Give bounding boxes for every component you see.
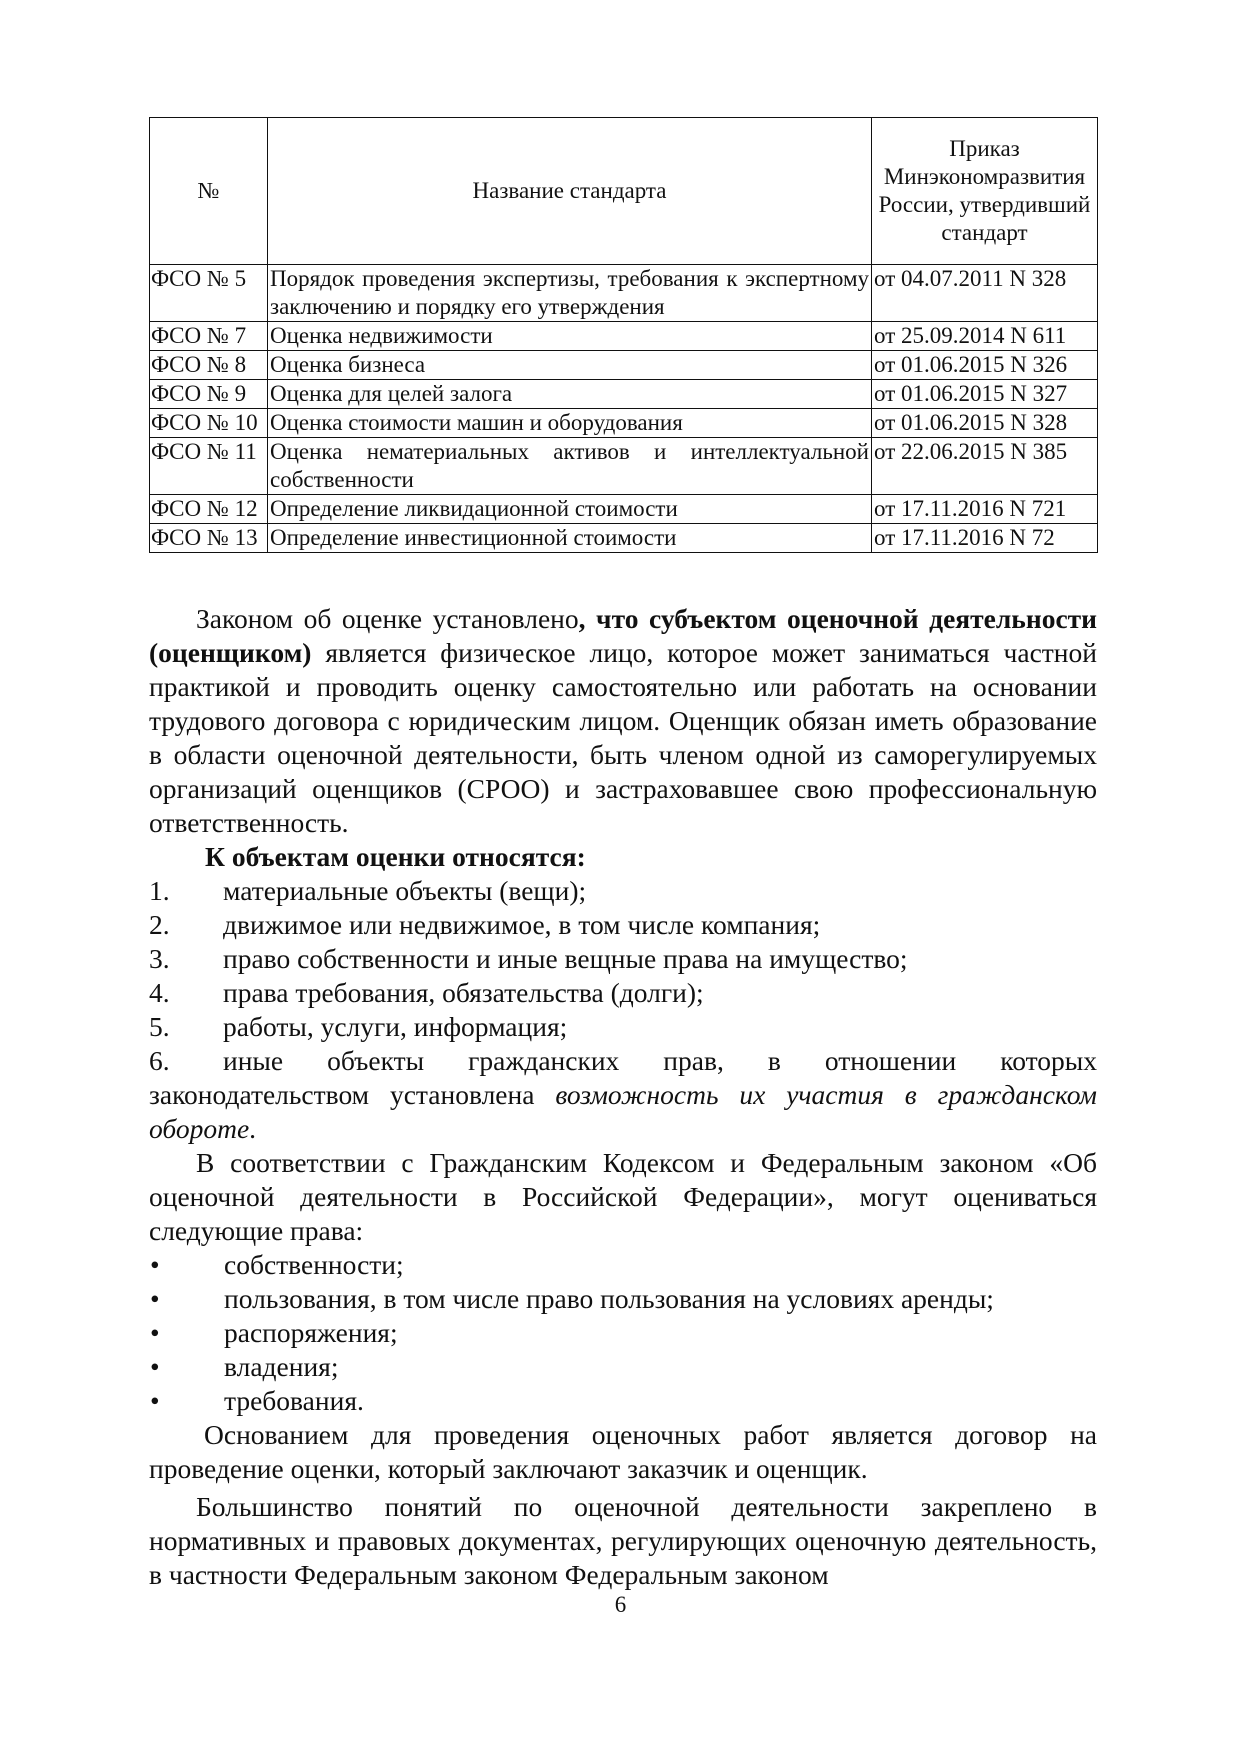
row-name: Оценка для целей залога	[268, 380, 872, 409]
bullet-item-text: владения;	[224, 1351, 339, 1382]
table-row	[150, 322, 1098, 351]
row-order: от 17.11.2016 N 721	[872, 495, 1098, 524]
standards-table	[149, 117, 1098, 553]
list-item	[149, 942, 1097, 976]
list-item-number: 1.	[149, 875, 170, 906]
table-row	[150, 495, 1098, 524]
row-order: от 01.06.2015 N 326	[872, 351, 1098, 380]
bullet-item	[149, 1316, 1097, 1350]
row-num: ФСО № 9	[150, 380, 268, 409]
list-item-end: .	[249, 1113, 257, 1144]
list-item-number: 4.	[149, 977, 170, 1008]
row-num: ФСО № 8	[150, 351, 268, 380]
header-order: Приказ Минэкономразвития России, утвердивший стандарт	[872, 118, 1098, 265]
row-name: Оценка бизнеса	[268, 351, 872, 380]
paragraph-contract: Основанием для проведения оценочных работ является договор на проведение оценки, который заключают заказчик и оценщик.	[149, 1419, 1097, 1484]
bullet-item	[149, 1248, 1097, 1282]
row-order: от 17.11.2016 N 72	[872, 524, 1098, 553]
bullet-item	[149, 1384, 1097, 1418]
paragraph-concepts: Большинство понятий по оценочной деятельности закреплено в нормативных и правовых документах, регулирующих оценочную деятельность, в частности Федеральным законом Федеральным законом	[149, 1491, 1097, 1590]
row-name: Оценка недвижимости	[268, 322, 872, 351]
list-item-text: материальные объекты (вещи);	[223, 875, 587, 906]
header-name: Название стандарта	[268, 118, 872, 265]
list-item-number: 3.	[149, 943, 170, 974]
row-order: от 25.09.2014 N 611	[872, 322, 1098, 351]
paragraph-appraiser-end: является физическое лицо, которое может заниматься частной практикой и проводить оценку самостоятельно или работать на основании трудового договора с юридическим лицом. Оценщик обязан иметь образование в области оценочной деятельности, быть членом одной из саморегулируемых организаций оценщиков (СРОО) и застраховавшее свою профессиональную ответственность.	[149, 637, 1097, 838]
paragraph-appraiser-start: Законом об оценке установлено	[196, 603, 579, 634]
row-name: Оценка нематериальных активов и интеллектуальной собственности	[268, 438, 872, 495]
list-item	[149, 976, 1097, 1010]
page-number: 6	[614, 1592, 627, 1617]
header-num: №	[150, 118, 268, 265]
paragraph-appraiser-bold: , что субъектом оценочной деятельности (оценщиком)	[149, 603, 1098, 668]
table-row	[150, 438, 1098, 495]
bullet-mark: •	[150, 1385, 160, 1416]
table-row	[150, 409, 1098, 438]
objects-heading: К объектам оценки относятся:	[205, 841, 586, 872]
list-item-text: движимое или недвижимое, в том числе компания;	[223, 909, 821, 940]
table-row	[150, 351, 1098, 380]
paragraph-appraiser	[149, 602, 1097, 840]
bullet-mark: •	[150, 1249, 160, 1280]
row-num: ФСО № 10	[150, 409, 268, 438]
list-item-number: 6.	[149, 1045, 170, 1076]
list-item-number: 5.	[149, 1011, 170, 1042]
bullet-item	[149, 1282, 1097, 1316]
bullet-mark: •	[150, 1317, 160, 1348]
list-item-text: право собственности и иные вещные права на имущество;	[223, 943, 908, 974]
list-item-number: 2.	[149, 909, 170, 940]
list-item	[149, 1044, 1097, 1146]
bullet-item-text: требования.	[224, 1385, 364, 1416]
bullet-item-text: собственности;	[224, 1249, 404, 1280]
list-item-italic: возможность их участия в гражданском обороте	[149, 1079, 1097, 1144]
table-row	[150, 524, 1098, 553]
row-name: Определение ликвидационной стоимости	[268, 495, 872, 524]
list-item-text: иные объекты гражданских прав, в отношении которых законодательством установлена	[149, 1045, 1097, 1110]
row-order: от 01.06.2015 N 328	[872, 409, 1098, 438]
list-item	[149, 874, 1097, 908]
table-row	[150, 380, 1098, 409]
row-num: ФСО № 5	[150, 265, 268, 322]
bullet-mark: •	[150, 1351, 160, 1382]
row-name: Оценка стоимости машин и оборудования	[268, 409, 872, 438]
row-num: ФСО № 13	[150, 524, 268, 553]
list-item-text: работы, услуги, информация;	[223, 1011, 568, 1042]
list-item	[149, 1010, 1097, 1044]
list-item	[149, 908, 1097, 942]
bullet-item	[149, 1350, 1097, 1384]
row-num: ФСО № 12	[150, 495, 268, 524]
row-order: от 22.06.2015 N 385	[872, 438, 1098, 495]
paragraph-rights: В соответствии с Гражданским Кодексом и Федеральным законом «Об оценочной деятельности в Российской Федерации», могут оцениваться следующие права:	[149, 1147, 1097, 1246]
list-item-text: права требования, обязательства (долги);	[223, 977, 704, 1008]
row-num: ФСО № 11	[150, 438, 268, 495]
row-name: Определение инвестиционной стоимости	[268, 524, 872, 553]
bullet-item-text: пользования, в том числе право пользования на условиях аренды;	[224, 1283, 994, 1314]
table-row	[150, 265, 1098, 322]
row-order: от 01.06.2015 N 327	[872, 380, 1098, 409]
row-num: ФСО № 7	[150, 322, 268, 351]
main-text	[149, 602, 1097, 1592]
bullet-mark: •	[150, 1283, 160, 1314]
row-order: от 04.07.2011 N 328	[872, 265, 1098, 322]
table-header-row	[150, 118, 1098, 265]
bullet-item-text: распоряжения;	[224, 1317, 398, 1348]
row-name: Порядок проведения экспертизы, требования к экспертному заключению и порядку его утверждения	[268, 265, 872, 322]
